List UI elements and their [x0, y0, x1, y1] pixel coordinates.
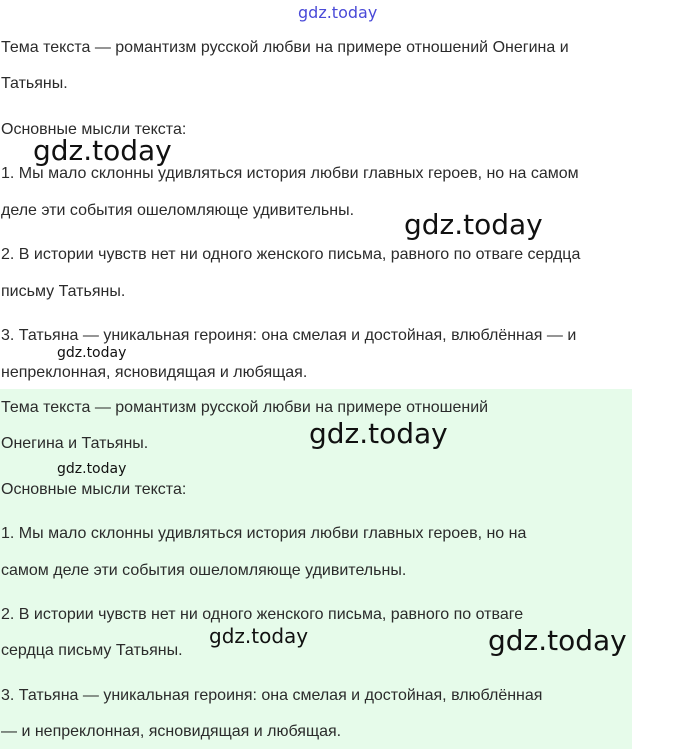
theme-line-2: Татьяны.: [1, 75, 68, 92]
watermark-1: gdz.today: [33, 134, 172, 167]
green-idea-3-line-1: 3. Татьяна — уникальная героиня: она смелая и достойная, влюблённая: [1, 687, 543, 704]
idea-1-line-1: 1. Мы мало склонны удивляться история любви главных героев, но на самом: [1, 165, 579, 182]
theme-line-1: Тема текста — романтизм русской любви на примере отношений Онегина и: [1, 39, 569, 56]
green-theme-line-2: Онегина и Татьяны.: [1, 435, 149, 452]
watermark-6: gdz.today: [209, 624, 309, 648]
green-idea-1-line-1: 1. Мы мало склонны удивляться история любви главных героев, но на: [1, 525, 527, 542]
watermark-5: gdz.today: [57, 461, 127, 477]
idea-2-line-2: письму Татьяны.: [1, 283, 126, 300]
idea-3-line-2: непреклонная, ясновидящая и любящая.: [1, 364, 308, 381]
watermark-2: gdz.today: [404, 208, 543, 241]
green-idea-2-line-1: 2. В истории чувств нет ни одного женского письма, равного по отваге: [1, 606, 524, 623]
watermark-3: gdz.today: [57, 345, 127, 361]
green-idea-3-line-2: — и непреклонная, ясновидящая и любящая.: [1, 723, 342, 740]
idea-2-line-1: 2. В истории чувств нет ни одного женского письма, равного по отваге сердца: [1, 246, 581, 263]
watermark-top: gdz.today: [298, 3, 378, 22]
green-idea-1-line-2: самом деле эти события ошеломляюще удивительны.: [1, 562, 407, 579]
green-theme-line-1: Тема текста — романтизм русской любви на примере отношений: [1, 399, 489, 416]
idea-1-line-2: деле эти события ошеломляюще удивительны.: [1, 202, 355, 219]
main-ideas-heading: Основные мысли текста:: [1, 121, 187, 138]
watermark-4: gdz.today: [309, 417, 448, 450]
green-idea-2-line-2: сердца письму Татьяны.: [1, 642, 183, 659]
watermark-7: gdz.today: [488, 624, 627, 657]
green-main-ideas-heading: Основные мысли текста:: [1, 481, 187, 498]
idea-3-line-1: 3. Татьяна — уникальная героиня: она смелая и достойная, влюблённая — и: [1, 327, 577, 344]
